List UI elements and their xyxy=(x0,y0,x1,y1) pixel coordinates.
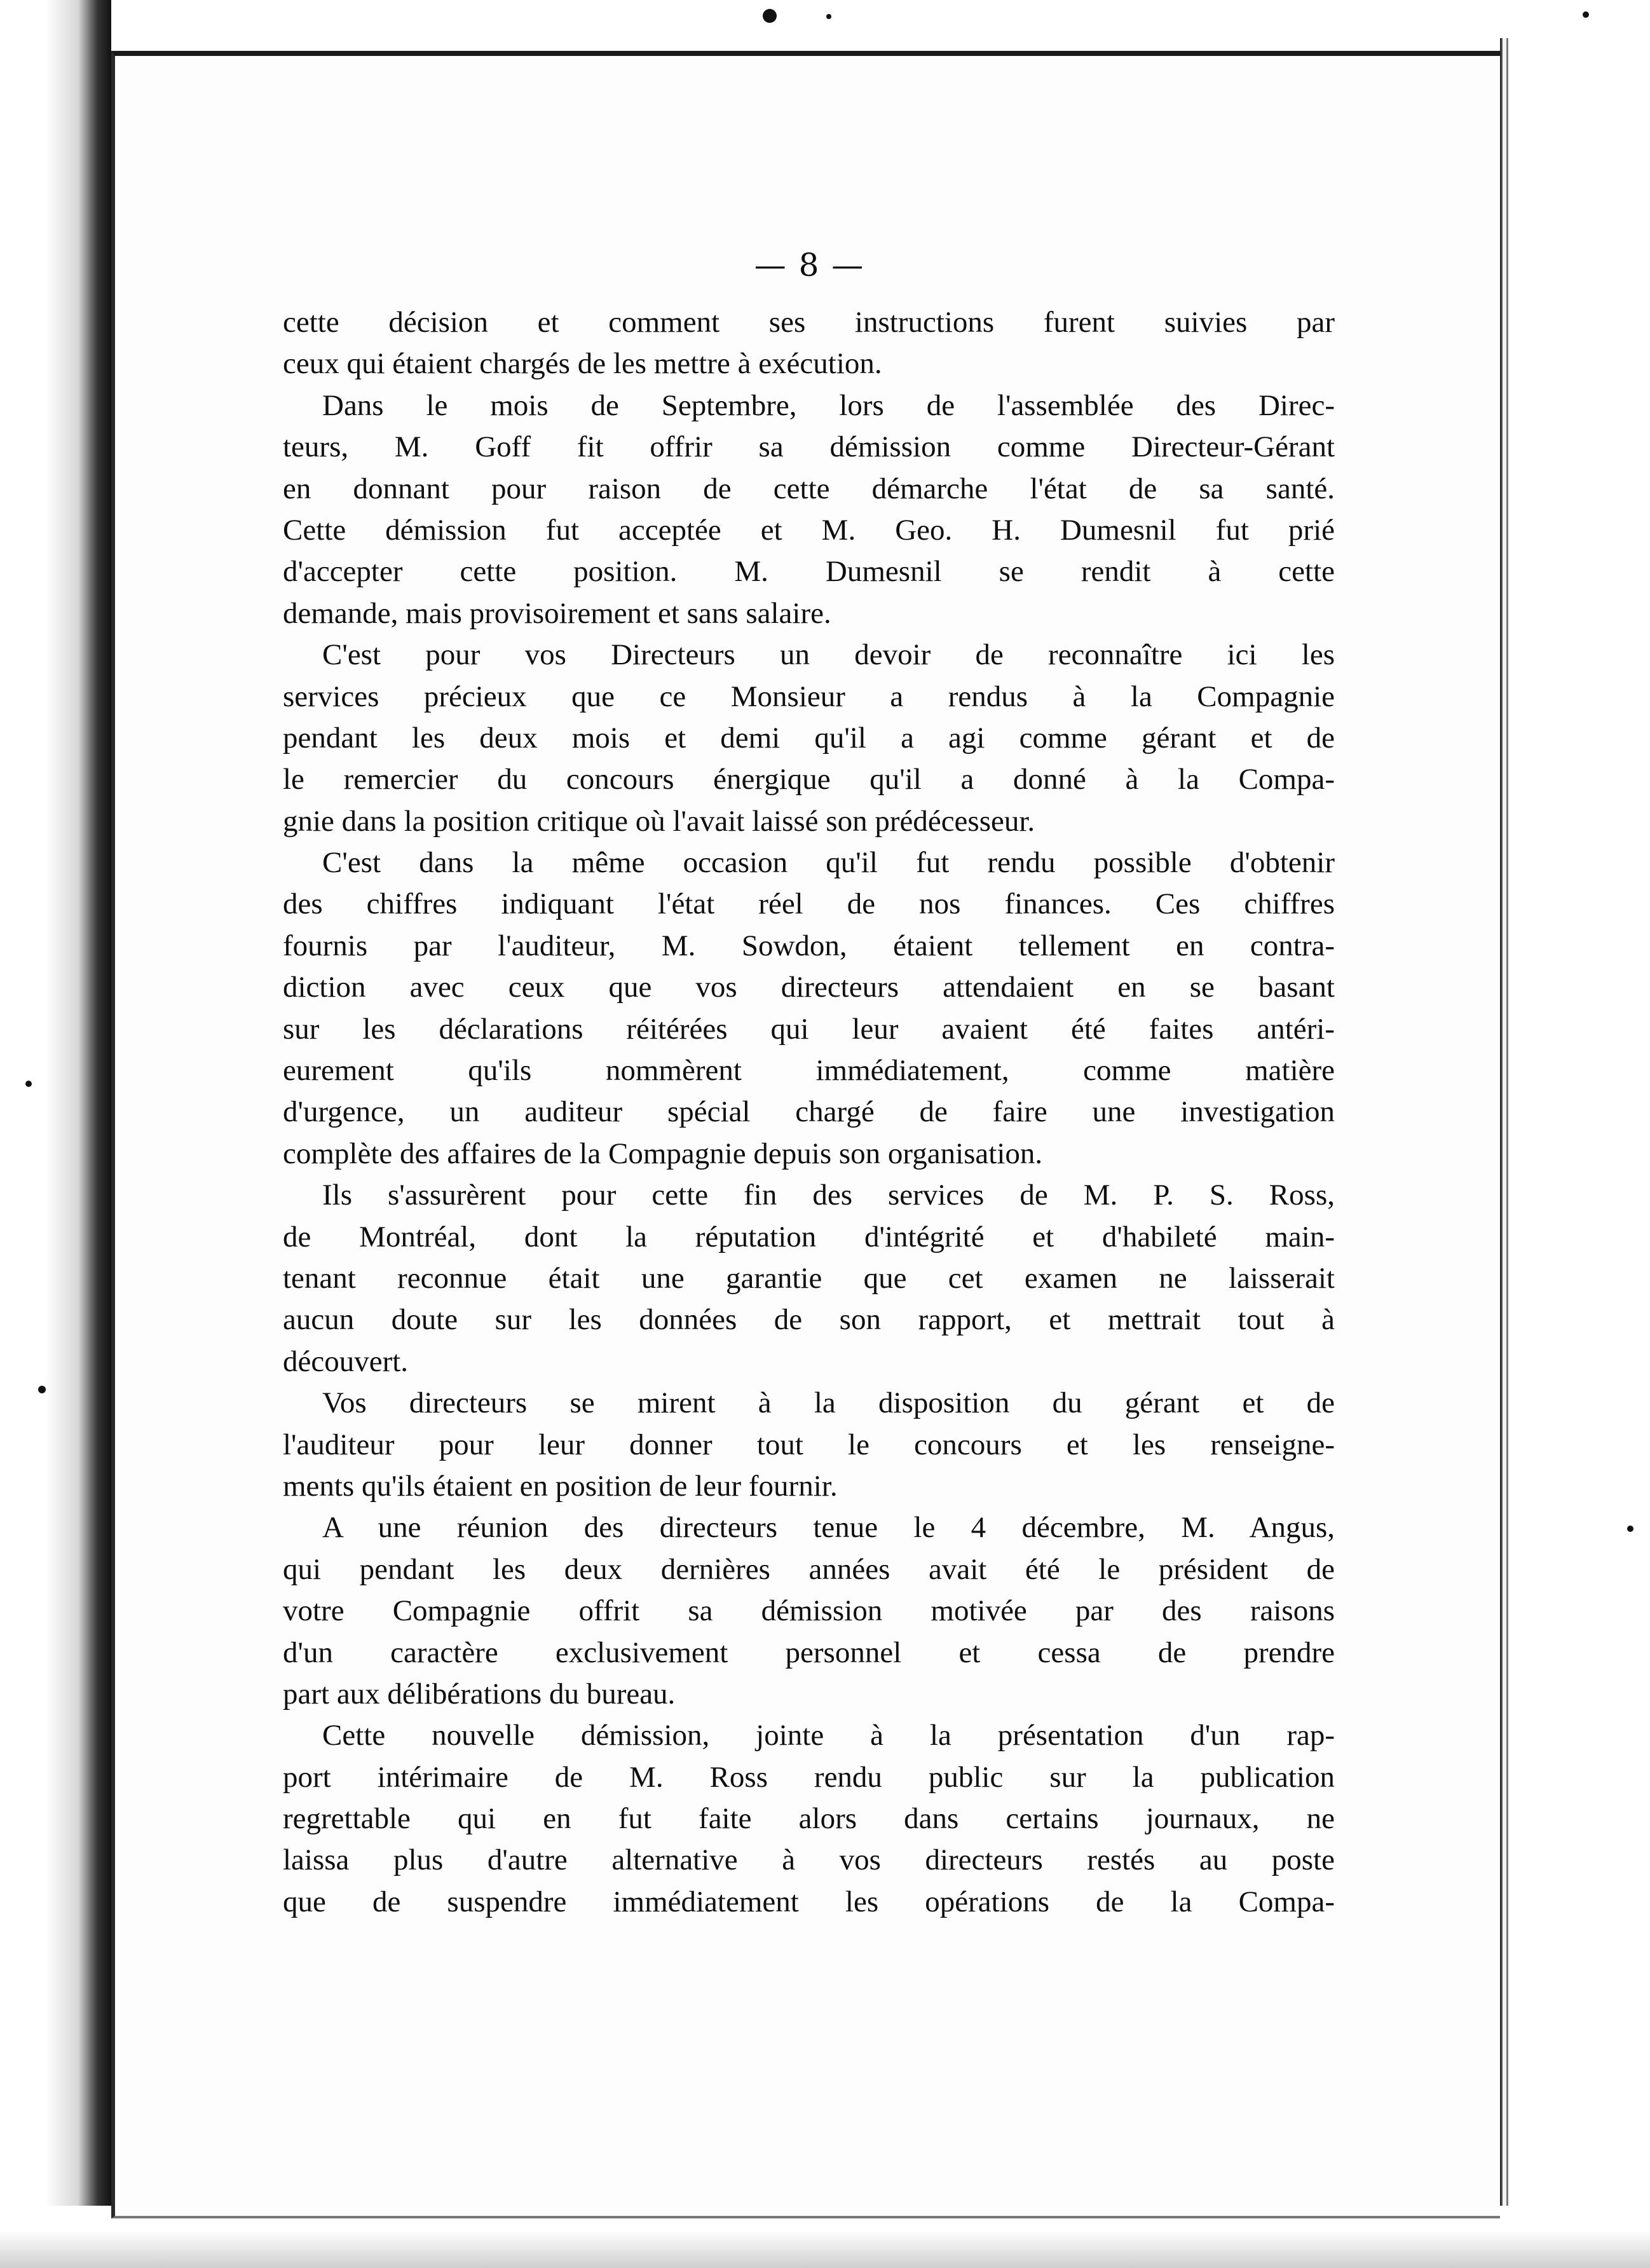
text-line: des chiffres indiquant l'état réel de nos finances. Ces chiffres xyxy=(283,887,1335,921)
page-stack-edges xyxy=(1500,38,1650,2218)
text-line: sur les déclarations réitérées qui leur avaient été faites antéri- xyxy=(283,1012,1335,1046)
text-line: de Montréal, dont la réputation d'intégrité et d'habileté main- xyxy=(283,1220,1335,1254)
text-line: l'auditeur pour leur donner tout le concours et les renseigne- xyxy=(283,1428,1335,1461)
text-line: d'accepter cette position. M. Dumesnil se rendit à cette xyxy=(283,555,1335,589)
text-line: diction avec ceux que vos directeurs attendaient en se basant xyxy=(283,971,1335,1004)
text-line: Cette nouvelle démission, jointe à la présentation d'un rap- xyxy=(322,1719,1335,1752)
text-line: eurement qu'ils nommèrent immédiatement, comme matière xyxy=(283,1054,1335,1088)
text-line: que de suspendre immédiatement les opérations de la Compa- xyxy=(283,1885,1335,1918)
binding-shadow xyxy=(0,0,111,2268)
page-number: — 8 — xyxy=(754,247,865,284)
text-line: d'un caractère exclusivement personnel et cessa de prendre xyxy=(283,1636,1335,1669)
scan-top-margin xyxy=(0,0,1650,44)
text-line: cette décision et comment ses instructions furent suivies par xyxy=(283,306,1335,339)
text-line: Vos directeurs se mirent à la disposition du gérant et de xyxy=(322,1386,1335,1420)
scan-speck xyxy=(1627,1526,1633,1532)
text-line: A une réunion des directeurs tenue le 4 décembre, M. Angus, xyxy=(322,1511,1335,1545)
text-line: Dans le mois de Septembre, lors de l'assemblée des Direc- xyxy=(322,388,1335,422)
text-line: qui pendant les deux dernières années avait été le président de xyxy=(283,1552,1335,1586)
text-line: teurs, M. Goff fit offrir sa démission comme Directeur-Gérant xyxy=(283,430,1335,464)
scan-speck xyxy=(763,9,777,23)
scan-speck xyxy=(826,14,831,19)
text-line: pendant les deux mois et demi qu'il a agi comme gérant et de xyxy=(283,721,1335,755)
text-line: laissa plus d'autre alternative à vos directeurs restés au poste xyxy=(283,1843,1335,1877)
text-line: Ils s'assurèrent pour cette fin des services de M. P. S. Ross, xyxy=(322,1178,1335,1212)
text-line: fournis par l'auditeur, M. Sowdon, étaient tellement en contra- xyxy=(283,929,1335,962)
text-line: aucun doute sur les données de son rapport, et mettrait tout à xyxy=(283,1303,1335,1337)
text-line: demande, mais provisoirement et sans salaire. xyxy=(283,596,831,630)
text-line: C'est dans la même occasion qu'il fut rendu possible d'obtenir xyxy=(322,846,1335,880)
scan-speck xyxy=(25,1081,32,1087)
text-line: ceux qui étaient chargés de les mettre à exécution. xyxy=(283,347,882,381)
text-line: d'urgence, un auditeur spécial chargé de faire une investigation xyxy=(283,1095,1335,1129)
text-line: gnie dans la position critique où l'avait laissé son prédécesseur. xyxy=(283,804,1035,838)
text-line: en donnant pour raison de cette démarche l'état de sa santé. xyxy=(283,472,1335,505)
body-text xyxy=(283,302,1335,1923)
text-line: votre Compagnie offrit sa démission motivée par des raisons xyxy=(283,1594,1335,1628)
text-line: Cette démission fut acceptée et M. Geo. H. Dumesnil fut prié xyxy=(283,513,1335,547)
text-line: tenant reconnue était une garantie que cet examen ne laisserait xyxy=(283,1261,1335,1295)
text-line: C'est pour vos Directeurs un devoir de reconnaître ici les xyxy=(322,638,1335,672)
text-line: regrettable qui en fut faite alors dans certains journaux, ne xyxy=(283,1802,1335,1836)
text-line: découvert. xyxy=(283,1344,409,1378)
text-line: complète des affaires de la Compagnie depuis son organisation. xyxy=(283,1137,1043,1170)
scan-speck xyxy=(1583,11,1589,18)
text-line: ments qu'ils étaient en position de leur fournir. xyxy=(283,1469,838,1503)
text-line: part aux délibérations du bureau. xyxy=(283,1677,676,1711)
text-line: le remercier du concours énergique qu'il a donné à la Compa- xyxy=(283,763,1335,796)
text-line: port intérimaire de M. Ross rendu public sur la publication xyxy=(283,1760,1335,1794)
text-line: services précieux que ce Monsieur a rendus à la Compagnie xyxy=(283,680,1335,713)
scan-speck xyxy=(38,1386,46,1393)
